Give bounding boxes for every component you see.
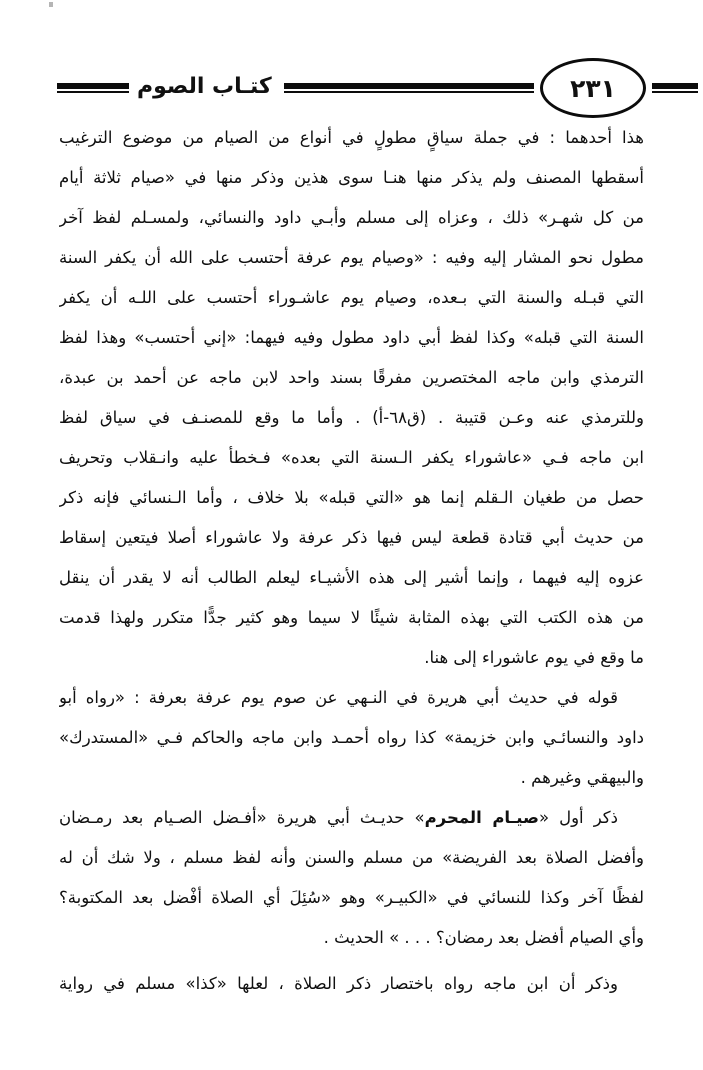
text-line bbox=[59, 918, 644, 958]
text-line bbox=[59, 678, 644, 718]
text-segment: من كل شهـر» ذلك ، وعزاه إلى مسلم وأبـي داود والنسائي، ولمسـلم لفظ آخر bbox=[59, 208, 644, 227]
text-line bbox=[59, 558, 644, 598]
text-segment: هذا أحدهما : في جملة سياقٍ مطولٍ في أنواع من الصيام من موضوع الترغيب bbox=[59, 128, 644, 147]
text-segment: حصل من طغيان الـقلم إنما هو «التي قبله» بلا خلاف ، وأما الـنسائي فإنه ذكر bbox=[59, 488, 644, 507]
text-segment: وللترمذي عنه وعـن قتيبة . (ق٦٨-أ) . وأما ما وقع للمصنـف في سياق لفظ bbox=[59, 408, 644, 427]
text-line bbox=[59, 198, 644, 238]
text-segment: والبيهقي وغيرهم . bbox=[520, 768, 644, 787]
bold-phrase: صيـام المحرم bbox=[424, 808, 539, 827]
text-segment: من حديث أبي قتادة قطعة ليس فيها ذكر عرفة ولا عاشوراء أصلا فيتعين إسقاط bbox=[59, 528, 644, 547]
text-segment: أسقطها المصنف ولم يذكر منها هنـا سوى هذين وذكر منها في «صيام ثلاثة أيام bbox=[59, 168, 644, 187]
text-segment: وأفضل الصلاة بعد الفريضة» من مسلم والسنن وأنه لفظ مسلم ، ولا شك أن له bbox=[59, 848, 644, 867]
scan-speck bbox=[49, 2, 53, 7]
text-segment: مطول نحو المشار إليه وفيه : «وصيام يوم عرفة أحتسب على الله أن يكفر السنة bbox=[59, 248, 644, 267]
text-block bbox=[59, 118, 644, 1004]
page-number-oval bbox=[540, 58, 646, 118]
text-line bbox=[59, 358, 644, 398]
text-segment: الترمذي وابن ماجه المختصرين مفرقًا بسند واحد لابن ماجه عن أحمد بن عبدة، bbox=[59, 368, 644, 387]
text-segment: ذكر أول « bbox=[538, 808, 619, 827]
text-line bbox=[59, 598, 644, 638]
text-segment: من هذه الكتب التي بهذه المثابة شيئًا لا سيما وهو كثير جدًّا متكرر ولهذا قدمت bbox=[59, 608, 644, 627]
text-segment: السنة التي قبله» وكذا لفظ أبي داود مطول وفيه فيهما: «إني أحتسب» وهذا لفظ bbox=[59, 328, 644, 347]
paragraph bbox=[59, 964, 644, 1004]
text-segment: قوله في حديث أبي هريرة في النـهي عن صوم يوم عرفة بعرفة : «رواه أبو bbox=[59, 688, 618, 707]
text-segment: داود والنسائـي وابن خزيمة» كذا رواه أحمـد وابن ماجه والحاكم فـي «المستدرك» bbox=[59, 728, 644, 747]
text-line bbox=[59, 158, 644, 198]
header-rule-right bbox=[652, 83, 698, 93]
paragraph bbox=[59, 678, 644, 798]
text-line bbox=[59, 278, 644, 318]
page-number: ٢٣١ bbox=[570, 73, 616, 103]
header-rule-middle bbox=[284, 83, 534, 93]
text-line bbox=[59, 718, 644, 758]
text-segment: ابن ماجه فـي «عاشوراء يكفر الـسنة التي بعده» فـخطأ عليه وانـقلاب وتحريف bbox=[59, 448, 644, 467]
text-line bbox=[59, 398, 644, 438]
text-line bbox=[59, 238, 644, 278]
text-line bbox=[59, 638, 644, 678]
text-line bbox=[59, 758, 644, 798]
text-line bbox=[59, 518, 644, 558]
text-line bbox=[59, 798, 644, 838]
paragraph bbox=[59, 118, 644, 678]
header-rule-left bbox=[57, 83, 129, 93]
text-line bbox=[59, 478, 644, 518]
text-segment: » حديـث أبي هريرة «أفـضل الصـيام بعد رمـضان bbox=[59, 808, 425, 827]
paragraph bbox=[59, 798, 644, 958]
book-title: كتـاب الصوم bbox=[137, 74, 272, 99]
text-line bbox=[59, 118, 644, 158]
text-segment: وذكر أن ابن ماجه رواه باختصار ذكر الصلاة ، لعلها «كذا» مسلم في رواية bbox=[59, 974, 618, 993]
text-segment: التي قبـله والسنة التي بـعده، وصيام يوم عاشـوراء أحتسب على اللـه أن يكفر bbox=[59, 288, 644, 307]
text-line bbox=[59, 964, 644, 1004]
text-segment: عزوه إليه فيهما ، وإنما أشير إلى هذه الأشيـاء ليعلم الطالب أنه لا يقدر أن ينقل bbox=[59, 568, 644, 587]
text-line bbox=[59, 878, 644, 918]
text-segment: ما وقع في يوم عاشوراء إلى هنا. bbox=[424, 648, 644, 667]
text-segment: وأي الصيام أفضل بعد رمضان؟ . . . » الحديث . bbox=[323, 928, 644, 947]
text-line bbox=[59, 318, 644, 358]
text-line bbox=[59, 438, 644, 478]
text-segment: لفظًا آخر وكذا للنسائي في «الكبيـر» وهو «سُئِلَ أي الصلاة أفْضل بعد المكتوبة؟ bbox=[59, 888, 644, 907]
page-header bbox=[0, 56, 703, 120]
text-line bbox=[59, 838, 644, 878]
